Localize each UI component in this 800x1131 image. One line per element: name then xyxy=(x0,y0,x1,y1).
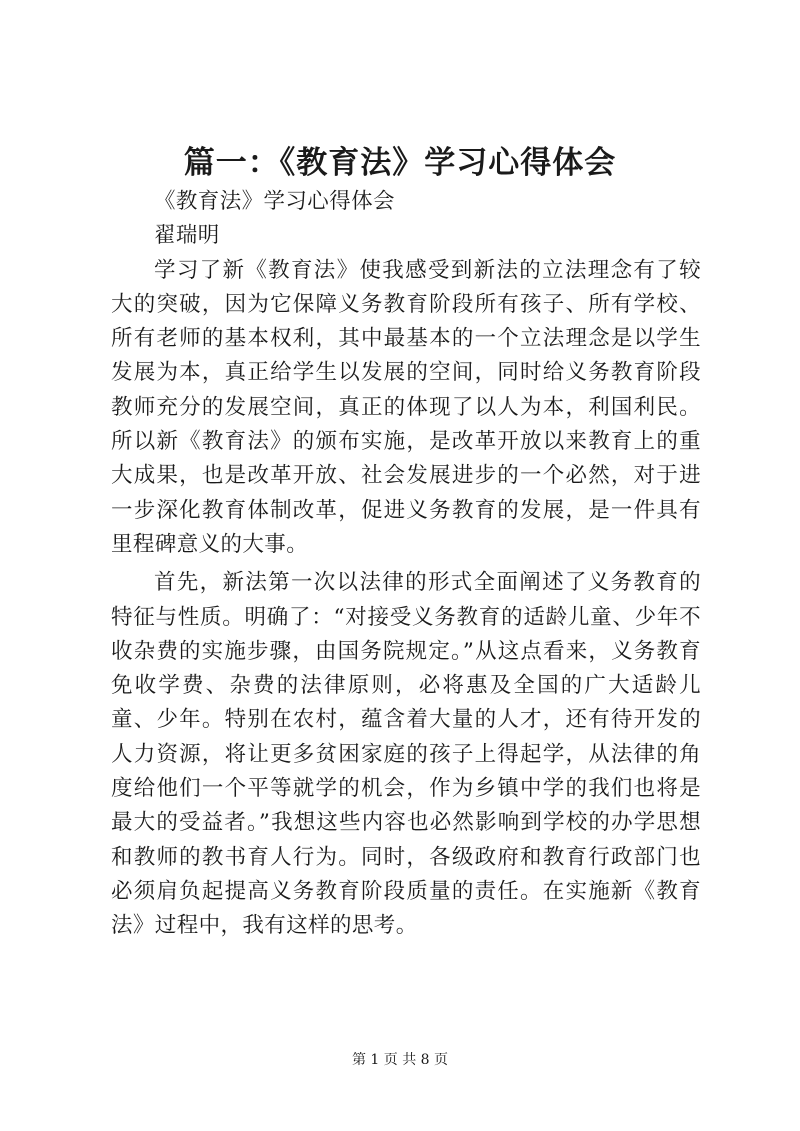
paragraph-1: 学习了新《教育法》使我感受到新法的立法理念有了较大的突破，因为它保障义务教育阶段所有孩子、所有学校、所有老师的基本权利，其中最基本的一个立法理念是以学生发展为本，真正给学生以发展的空间，同时给义务教育阶段教师充分的发展空间，真正的体现了以人为本，利国利民。所以新《教育法》的颁布实施，是改革开放以来教育上的重大成果，也是改革开放、社会发展进步的一个必然，对于进一步深化教育体制改革，促进义务教育的发展，是一件具有里程碑意义的大事。 xyxy=(111,257,701,557)
paragraph-2: 首先，新法第一次以法律的形式全面阐述了义务教育的特征与性质。明确了：“对接受义务教育的适龄儿童、少年不收杂费的实施步骤，由国务院规定。”从这点看来，义务教育免收学费、杂费的法律原则，必将惠及全国的广大适龄儿童、少年。特别在农村，蕴含着大量的人才，还有待开发的人力资源，将让更多贫困家庭的孩子上得起学，从法律的角度给他们一个平等就学的机会，作为乡镇中学的我们也将是最大的受益者。”我想这些内容也必然影响到学校的办学思想和教师的教书育人行为。同时，各级政府和教育行政部门也必须肩负起提高义务教育阶段质量的责任。在实施新《教育法》过程中，我有这样的思考。 xyxy=(111,570,701,939)
document-title: 篇一：《教育法》学习心得体会 xyxy=(183,145,617,181)
document-body xyxy=(111,185,701,944)
author-line: 翟瑞明 xyxy=(154,223,220,249)
page-footer: 第 1 页 共 8 页 xyxy=(351,1052,449,1068)
subtitle-line: 《教育法》学习心得体会 xyxy=(154,189,395,214)
